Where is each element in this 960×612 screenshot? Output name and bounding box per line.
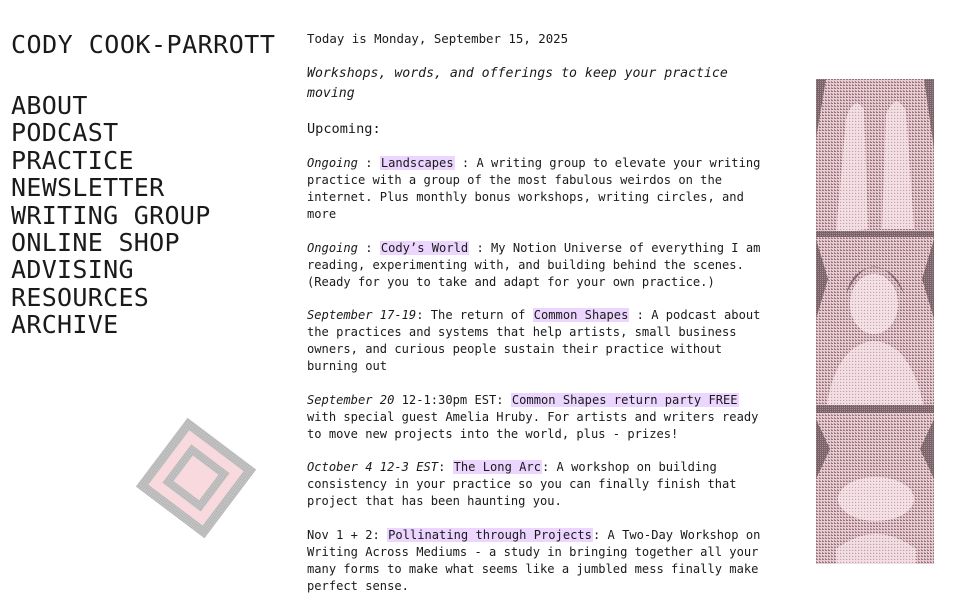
upcoming-heading: Upcoming: — [307, 121, 381, 137]
nav-link-practice[interactable]: PRACTICE — [11, 145, 134, 175]
nav-link-advising[interactable]: ADVISING — [11, 255, 134, 285]
event-item — [307, 459, 762, 510]
nav-item-practice[interactable] — [11, 147, 211, 174]
nav-link-about[interactable]: ABOUT — [11, 91, 88, 120]
event-pre: : The return of — [416, 308, 533, 323]
nav-link-resources[interactable]: RESOURCES — [11, 282, 150, 312]
event-link-common-shapes[interactable]: Common Shapes — [533, 308, 629, 323]
event-when: September 17-19 — [307, 308, 417, 323]
nav-link-online-shop[interactable]: ONLINE SHOP — [11, 228, 180, 258]
nav-item-online-shop[interactable] — [11, 229, 211, 256]
site-title[interactable] — [11, 30, 275, 60]
diamond-logo-icon — [130, 412, 262, 544]
photo-strip-image — [816, 79, 934, 564]
event-item — [307, 527, 762, 595]
event-desc: : A workshop on building consistency in your practice so you can finally finish that project that has been haunting you. — [307, 460, 737, 509]
event-item — [307, 240, 762, 291]
nav-link-writing-group[interactable]: WRITING GROUP — [11, 200, 211, 230]
event-desc: : A Two-Day Workshop on Writing Across Mediums - a study in bringing together all your many forms to make what seems like a jumbled mess finally make perfect sense. — [307, 527, 761, 593]
nav-item-podcast[interactable] — [11, 119, 211, 146]
nav-link-podcast[interactable]: PODCAST — [11, 118, 119, 148]
event-link-landscapes[interactable]: Landscapes — [380, 156, 454, 170]
event-item — [307, 307, 762, 375]
event-when: October 4 12-3 EST — [307, 460, 439, 475]
event-link-codys-world[interactable]: Cody’s World — [380, 240, 469, 255]
event-when: September 20 — [307, 392, 395, 407]
nav-link-archive[interactable]: ARCHIVE — [11, 310, 119, 340]
event-link-pollinating[interactable]: Pollinating through Projects — [388, 527, 592, 542]
event-desc: : A writing group to elevate your writing practice with a group of the most fabulous weirdos on the internet. Plus monthly bonus workshops, writing circles, and more — [307, 156, 761, 221]
site-title-link[interactable]: CODY COOK-PARROTT — [11, 30, 276, 59]
event-item — [307, 392, 762, 443]
nav-link-newsletter[interactable]: NEWSLETTER — [11, 173, 165, 203]
event-desc: : My Notion Universe of everything I am reading, experimenting with, and building behind the scenes. (Ready for you to take and adapt for your own practice.) — [307, 240, 761, 289]
event-link-return-party[interactable]: Common Shapes return party FREE — [511, 392, 738, 407]
main-nav — [11, 92, 211, 339]
event-desc: : A podcast about the practices and systems that help artists, small business owners, and curious people sustain their practice without burning out — [307, 308, 761, 374]
event-pre: : — [357, 240, 380, 255]
event-pre: : — [438, 460, 453, 475]
nav-item-about[interactable] — [11, 92, 211, 119]
event-pre: 12-1:30pm EST: — [394, 392, 511, 407]
nav-item-archive[interactable] — [11, 311, 211, 338]
event-item — [307, 155, 762, 223]
event-when: Ongoing — [307, 240, 358, 255]
nav-item-resources[interactable] — [11, 284, 211, 311]
nav-item-advising[interactable] — [11, 256, 211, 283]
nav-item-writing-group[interactable] — [11, 202, 211, 229]
date-line: Today is Monday, September 15, 2025 — [307, 31, 569, 46]
event-when: Ongoing — [307, 156, 358, 170]
event-pre: : — [357, 156, 380, 170]
main-content — [307, 30, 767, 612]
event-desc: with special guest Amelia Hruby. For artists and writers ready to move new projects into the world, plus - prizes! — [307, 409, 759, 441]
event-link-the-long-arc[interactable]: The Long Arc — [453, 460, 541, 475]
event-pre: Nov 1 + 2: — [307, 527, 388, 542]
tagline: Workshops, words, and offerings to keep your practice moving — [307, 66, 728, 101]
nav-item-newsletter[interactable] — [11, 174, 211, 201]
